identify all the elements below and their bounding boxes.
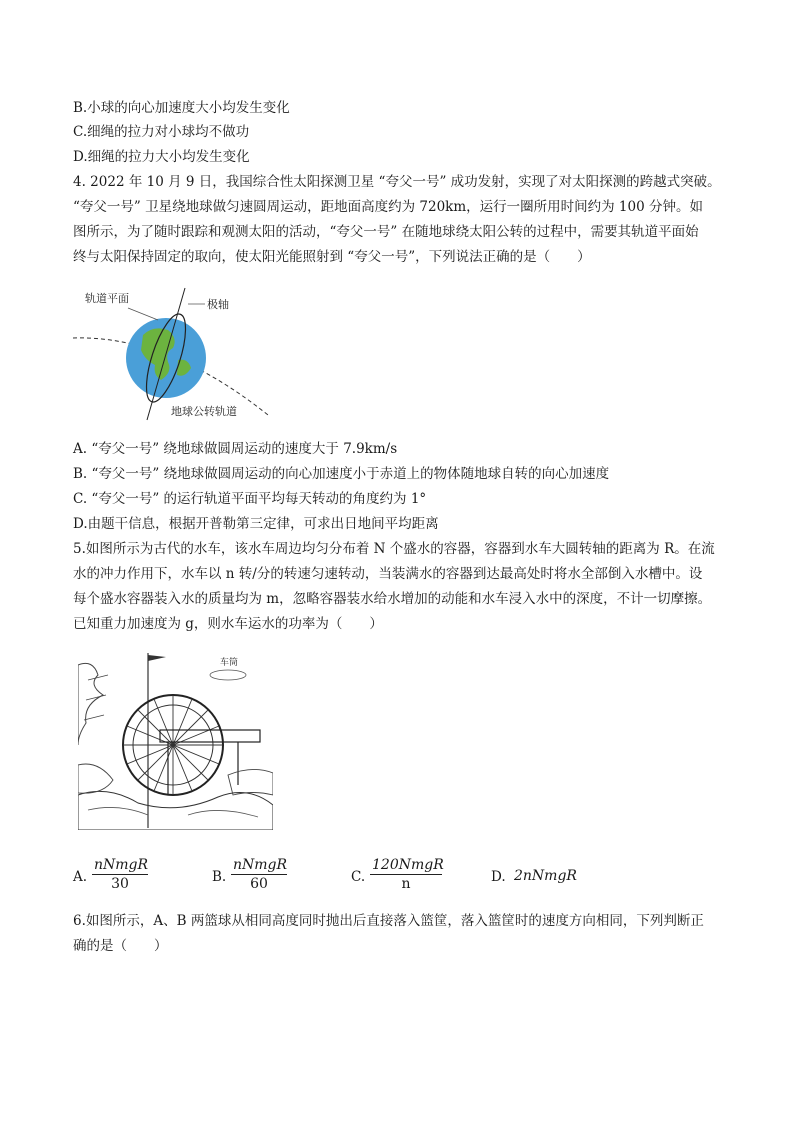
q5-option-a-numerator: nNmgR (94, 857, 149, 873)
flag-icon (148, 655, 166, 661)
earth-orbit-figure (73, 280, 273, 425)
q5-option-a-fraction (92, 857, 148, 892)
q5-option-c-fraction (370, 857, 442, 892)
q4-stem-line3: 图所示，为了随时跟踪和观测太阳的活动，“夸父一号” 在随地球绕太阳公转的过程中，需要其轨道平面始 (73, 224, 699, 240)
q5-stem-line4: 已知重力加速度为 g，则水车运水的功率为（ ） (73, 616, 383, 632)
q5-option-a-denominator: 30 (111, 876, 129, 892)
q5-option-a-label: A. (73, 869, 88, 885)
q5-stem-line2: 水的冲力作用下，水车以 n 转/分的转速匀速转动，当装满水的容器到达最高处时将水全部倒入水槽中。设 (73, 566, 703, 582)
q5-option-d-label: D. (491, 869, 506, 885)
q6-stem-line1: 6.如图所示，A、B 两篮球从相同高度同时抛出后直接落入篮筐，落入篮筐时的速度方向相同，下列判断正 (73, 913, 704, 929)
q5-option-b-label: B. (212, 869, 227, 885)
q3-option-d: D.细绳的拉力大小均发生变化 (73, 149, 250, 165)
bank-shape (228, 769, 273, 795)
q5-stem-line3: 每个盛水容器装入水的质量均为 m，忽略容器装水给水增加的动能和水车浸入水中的深度，不计一切摩擦。 (73, 591, 712, 607)
q4-stem-line2: “夸父一号” 卫星绕地球做匀速圆周运动，距地面高度约为 720km，运行一圈所用时间约为 100 分钟。如 (73, 199, 703, 215)
q4-option-d: D.由题干信息，根据开普勒第三定律，可求出日地间平均距离 (73, 516, 439, 532)
cloud-icon (210, 670, 246, 680)
q5-option-c-denominator: n (401, 876, 411, 892)
q6-stem-line2: 确的是（ ） (73, 938, 168, 954)
orbit-plane-label: 轨道平面 (85, 292, 129, 305)
q4-option-c: C. “夸父一号” 的运行轨道平面平均每天转动的角度约为 1° (73, 491, 427, 507)
q4-stem-line1: 4. 2022 年 10 月 9 日，我国综合性太阳探测卫星 “夸父一号” 成功发射，实现了对太阳探测的跨越式突破。 (73, 174, 721, 190)
q5-stem-line1: 5.如图所示为古代的水车，该水车周边均匀分布着 N 个盛水的容器，容器到水车大圆转轴的距离为 R。在流 (73, 541, 715, 557)
q3-option-c: C.细绳的拉力对小球均不做功 (73, 124, 250, 140)
q5-option-b-denominator: 60 (250, 876, 268, 892)
tree-icon (78, 663, 103, 745)
river-waves (78, 791, 273, 830)
polar-axis-label: 极轴 (207, 298, 229, 311)
tree-branches (84, 675, 108, 720)
river-ripples (88, 807, 258, 817)
revolution-orbit-label: 地球公转轨道 (171, 405, 237, 418)
q5-option-c-numerator: 120NmgR (372, 857, 444, 873)
wheel-spokes (123, 695, 223, 795)
water-wheel-figure (78, 645, 273, 830)
q5-option-b-fraction (231, 857, 287, 892)
q5-option-c-label: C. (351, 869, 366, 885)
q5-option-d-value: 2nNmgR (514, 868, 577, 884)
figure-caption-label: 车筒 (220, 658, 239, 668)
rock-shape (78, 764, 113, 793)
orbit-plane-leader (128, 308, 158, 320)
q5-option-b-numerator: nNmgR (233, 857, 288, 873)
q4-option-b: B. “夸父一号” 绕地球做圆周运动的向心加速度小于赤道上的物体随地球自转的向心加速度 (73, 466, 610, 482)
q4-stem-line4: 终与太阳保持固定的取向，使太阳光能照射到 “夸父一号”，下列说法正确的是（ ） (73, 249, 591, 265)
q3-option-b: B.小球的向心加速度大小均发生变化 (73, 100, 290, 116)
q4-option-a: A. “夸父一号” 绕地球做圆周运动的速度大于 7.9km/s (73, 441, 398, 457)
